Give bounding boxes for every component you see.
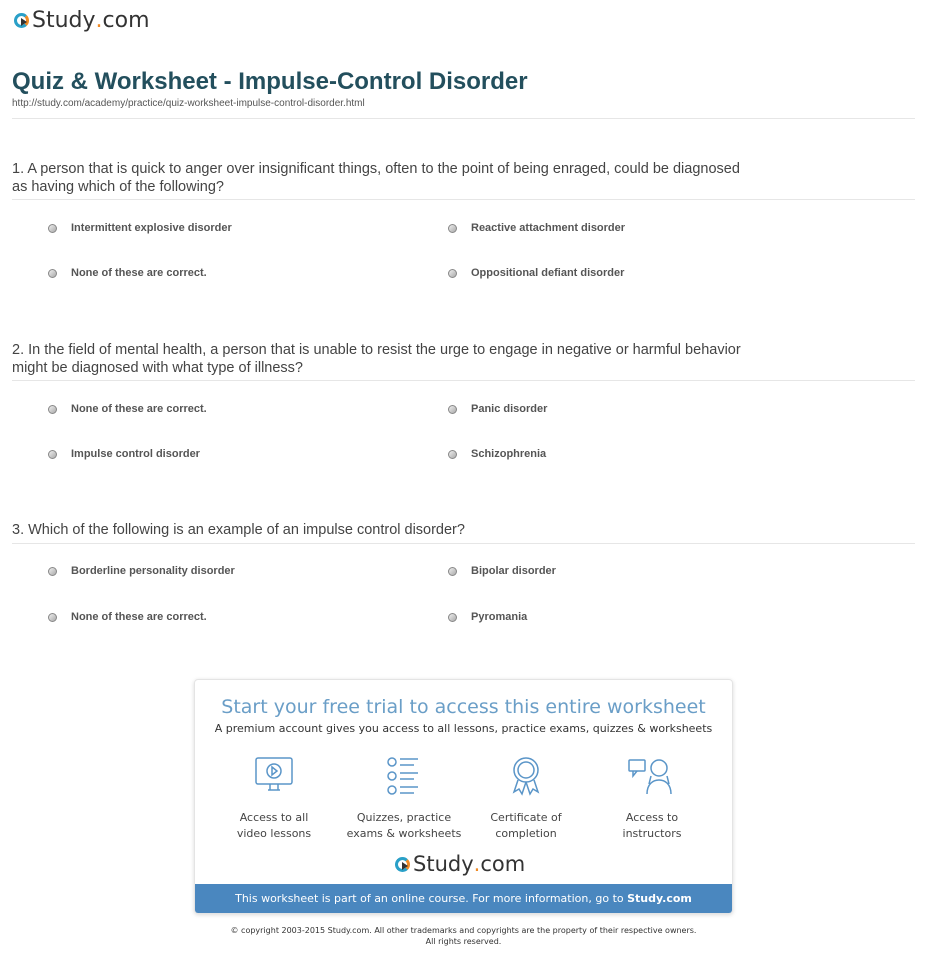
feature-label: Access to (625, 811, 679, 824)
option[interactable] (448, 448, 546, 460)
radio-button[interactable] (448, 269, 457, 278)
page-title: Quiz & Worksheet - Impulse-Control Disorder (12, 68, 528, 95)
promo-subtitle: A premium account gives you access to all lessons, practice exams, quizzes & worksheets (214, 722, 713, 735)
quiz-list-icon (384, 756, 424, 796)
study-logo[interactable] (14, 8, 150, 33)
option-label: None of these are correct. (71, 267, 207, 279)
option-label: None of these are correct. (71, 403, 207, 415)
question-1: 1. A person that is quick to anger over insignificant things, often to the point of being enraged, could be diagnosed as having which of the following? (12, 161, 740, 195)
study-link[interactable]: Study.com (627, 892, 692, 905)
copyright-text: © copyright 2003-2015 Study.com. All other trademarks and copyrights are the property of their respective owners. (230, 926, 697, 935)
certificate-icon (506, 756, 546, 796)
option-label: Reactive attachment disorder (471, 222, 626, 234)
logo-brand: Study (413, 852, 474, 876)
option[interactable] (448, 222, 625, 234)
option-label: Panic disorder (471, 403, 548, 415)
radio-button[interactable] (48, 450, 57, 459)
question-3: 3. Which of the following is an example of an impulse control disorder? (12, 522, 465, 538)
option-label: Oppositional defiant disorder (471, 267, 625, 279)
option[interactable] (48, 403, 207, 415)
feature-label: instructors (622, 827, 682, 840)
promo-study-logo[interactable] (395, 852, 525, 876)
feature-label: Certificate of (490, 811, 562, 824)
radio-button[interactable] (448, 567, 457, 576)
option-label: Pyromania (471, 611, 528, 623)
option-label: Intermittent explosive disorder (71, 222, 232, 234)
feature-video-lessons (209, 756, 339, 842)
feature-label: completion (495, 827, 557, 840)
page-url[interactable]: http://study.com/academy/practice/quiz-worksheet-impulse-control-disorder.html (12, 98, 365, 109)
banner-text: This worksheet is part of an online course. For more information, go to (235, 892, 628, 905)
radio-button[interactable] (48, 405, 57, 414)
video-lesson-icon (254, 756, 294, 796)
radio-button[interactable] (48, 567, 57, 576)
radio-button[interactable] (48, 269, 57, 278)
option[interactable] (48, 222, 232, 234)
rights-text: All rights reserved. (425, 937, 502, 946)
feature-label: Access to all (239, 811, 309, 824)
option[interactable] (448, 403, 547, 415)
option[interactable] (48, 448, 200, 460)
feature-instructors (587, 756, 717, 842)
play-logo-icon (395, 857, 410, 872)
free-trial-promo[interactable] (194, 679, 733, 914)
instructor-icon (627, 756, 677, 796)
option[interactable] (448, 611, 527, 623)
feature-label: Quizzes, practice (356, 811, 452, 824)
option[interactable] (448, 565, 556, 577)
radio-button[interactable] (448, 405, 457, 414)
course-info-banner[interactable] (195, 884, 732, 913)
feature-label: exams & worksheets (346, 827, 462, 840)
divider (12, 543, 915, 544)
copyright (0, 925, 927, 947)
feature-label: video lessons (236, 827, 312, 840)
option-label: Schizophrenia (471, 448, 547, 460)
logo-brand: Study (32, 8, 96, 33)
play-logo-icon (14, 13, 29, 28)
feature-quizzes (339, 756, 469, 842)
radio-button[interactable] (48, 224, 57, 233)
radio-button[interactable] (448, 450, 457, 459)
promo-title: Start your free trial to access this entire worksheet (221, 696, 706, 718)
option-label: Bipolar disorder (471, 565, 556, 577)
option-label: Borderline personality disorder (71, 565, 235, 577)
option[interactable] (48, 565, 235, 577)
question-2: 2. In the field of mental health, a person that is unable to resist the urge to engage in negative or harmful behavior might be diagnosed with what type of illness? (12, 342, 741, 376)
option[interactable] (448, 267, 624, 279)
option-label: Impulse control disorder (71, 448, 200, 460)
feature-certificate (461, 756, 591, 842)
radio-button[interactable] (448, 224, 457, 233)
option[interactable] (48, 611, 207, 623)
logo-com: com (102, 8, 150, 33)
logo-dot: . (473, 852, 481, 876)
radio-button[interactable] (48, 613, 57, 622)
option-label: None of these are correct. (71, 611, 207, 623)
divider (12, 380, 915, 381)
logo-com: com (480, 852, 526, 876)
divider (12, 118, 915, 119)
option[interactable] (48, 267, 207, 279)
radio-button[interactable] (448, 613, 457, 622)
logo-dot: . (95, 8, 103, 33)
divider (12, 199, 915, 200)
